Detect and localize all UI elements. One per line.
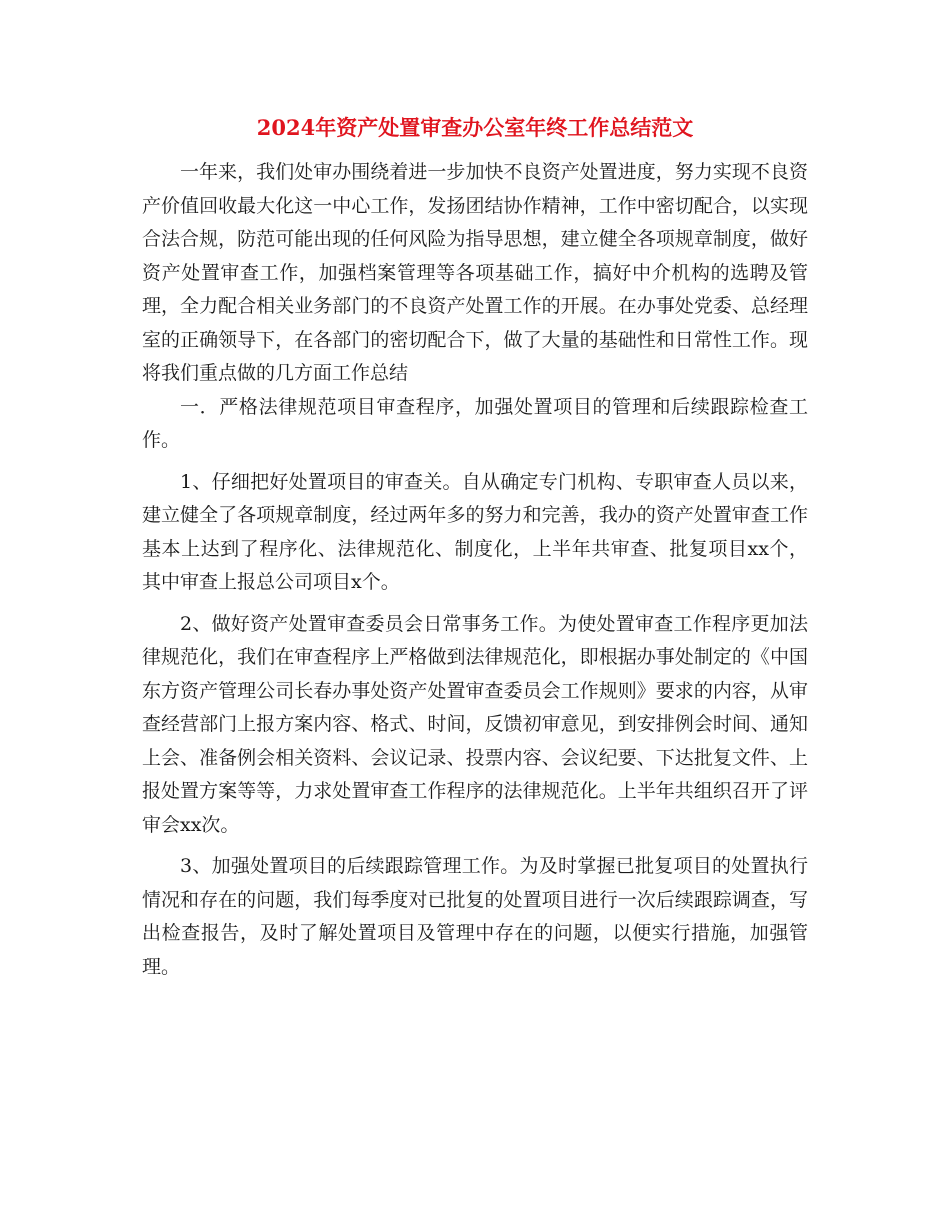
paragraph-item-1: 1、仔细把好处置项目的审查关。自从确定专门机构、专职审查人员以来，建立健全了各项规章制度，经过两年多的努力和完善，我办的资产处置审查工作基本上达到了程序化、法律规范化、制度化，上半年共审查、批复项目xx个，其中审查上报总公司项目x个。 [142,470,808,593]
paragraph-item-3: 3、加强处置项目的后续跟踪管理工作。为及时掌握已批复项目的处置执行情况和存在的问题，我们每季度对已批复的处置项目进行一次后续跟踪调查，写出检查报告，及时了解处置项目及管理中存在的问题，以便实行措施，加强管理。 [142,855,808,978]
paragraph-item-2: 2、做好资产处置审查委员会日常事务工作。为使处置审查工作程序更加法律规范化，我们在审查程序上严格做到法律规范化，即根据办事处制定的《中国东方资产管理公司长春办事处资产处置审查委员会工作规则》要求的内容，从审查经营部门上报方案内容、格式、时间，反馈初审意见，到安排例会时间、通知上会、准备例会相关资料、会议记录、投票内容、会议纪要、下达批复文件、上报处置方案等等，力求处置审查工作程序的法律规范化。上半年共组织召开了评审会xx次。 [142,612,808,836]
document-title: 2024年资产处置审查办公室年终工作总结范文 [256,115,694,140]
paragraph-section-heading: 一．严格法律规范项目审查程序，加强处置项目的管理和后续跟踪检查工作。 [142,395,808,451]
paragraph-intro: 一年来，我们处审办围绕着进一步加快不良资产处置进度，努力实现不良资产价值回收最大化这一中心工作，发扬团结协作精神，工作中密切配合，以实现合法合规，防范可能出现的任何风险为指导思想，建立健全各项规章制度，做好资产处置审查工作，加强档案管理等各项基础工作，搞好中介机构的选聘及管理，全力配合相关业务部门的不良资产处置工作的开展。在办事处党委、总经理室的正确领导下，在各部门的密切配合下，做了大量的基础性和日常性工作。现将我们重点做的几方面工作总结 [142,161,808,384]
document-body [142,156,808,984]
